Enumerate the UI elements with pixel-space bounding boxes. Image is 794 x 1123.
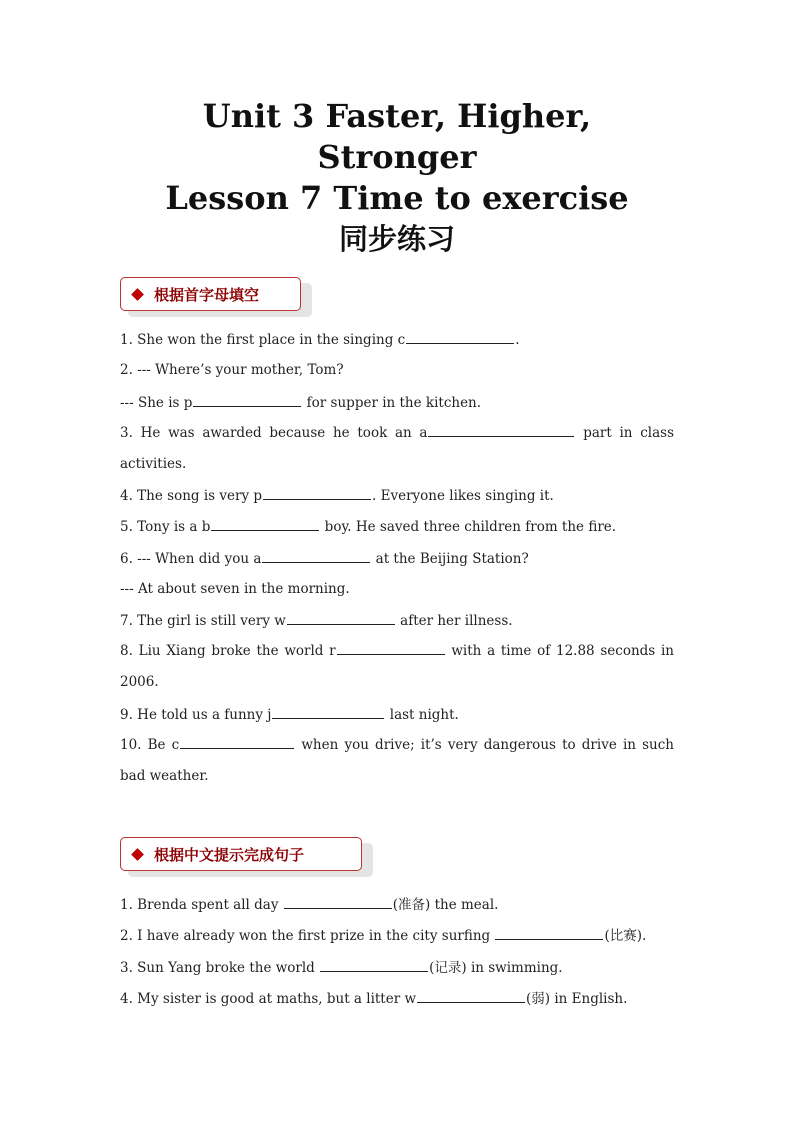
answer-blank[interactable]: [272, 706, 384, 719]
answer-blank[interactable]: [428, 424, 574, 437]
title-line-2: Stronger: [317, 138, 477, 176]
question-9: 9. He told us a funny j last night.: [120, 707, 459, 723]
section-2-header-box: [120, 837, 362, 871]
question-10: 10. Be c when you drive; it’s very dangerous to drive in such bad weather.: [120, 737, 674, 784]
answer-blank[interactable]: [262, 550, 370, 563]
question-1: 1. She won the first place in the singing c .: [120, 332, 520, 348]
section-1-header-box: [120, 277, 301, 311]
translation-1: 1. Brenda spent all day (准备) the meal.: [120, 897, 499, 913]
translation-3: 3. Sun Yang broke the world (记录) in swimming.: [120, 960, 563, 976]
answer-blank[interactable]: [287, 612, 395, 625]
translation-4: 4. My sister is good at maths, but a litter w (弱) in English.: [120, 991, 628, 1007]
answer-blank[interactable]: [417, 990, 525, 1003]
question-8: 8. Liu Xiang broke the world r with a time of 12.88 seconds in 2006.: [120, 643, 674, 690]
question-6-line-1: 6. --- When did you a at the Beijing Station?: [120, 551, 529, 567]
answer-blank[interactable]: [406, 331, 514, 344]
question-2-line-2: --- She is p for supper in the kitchen.: [120, 395, 482, 411]
answer-blank[interactable]: [180, 736, 294, 749]
answer-blank[interactable]: [193, 394, 301, 407]
document-title: [0, 96, 794, 260]
diamond-icon: [131, 848, 144, 861]
question-5: 5. Tony is a b boy. He saved three children from the fire.: [120, 519, 617, 535]
diamond-icon: [131, 288, 144, 301]
title-line-1: Unit 3 Faster, Higher,: [202, 97, 592, 135]
answer-blank[interactable]: [211, 518, 319, 531]
answer-blank[interactable]: [495, 927, 603, 940]
question-2-line-1: 2. --- Where’s your mother, Tom?: [120, 362, 344, 378]
title-line-4: 同步练习: [338, 222, 455, 256]
answer-blank[interactable]: [284, 896, 392, 909]
question-6-line-2: --- At about seven in the morning.: [120, 581, 350, 597]
title-line-3: Lesson 7 Time to exercise: [165, 179, 629, 217]
answer-blank[interactable]: [337, 642, 445, 655]
answer-blank[interactable]: [263, 487, 371, 500]
translation-2: 2. I have already won the first prize in the city surfing (比赛).: [120, 928, 647, 944]
answer-blank[interactable]: [320, 959, 428, 972]
question-3: 3. He was awarded because he took an a part in class activities.: [120, 425, 674, 472]
question-4: 4. The song is very p . Everyone likes singing it.: [120, 488, 554, 504]
question-7: 7. The girl is still very w after her illness.: [120, 613, 513, 629]
section-2-label: 根据中文提示完成句子: [154, 845, 305, 864]
section-1-label: 根据首字母填空: [154, 285, 260, 304]
